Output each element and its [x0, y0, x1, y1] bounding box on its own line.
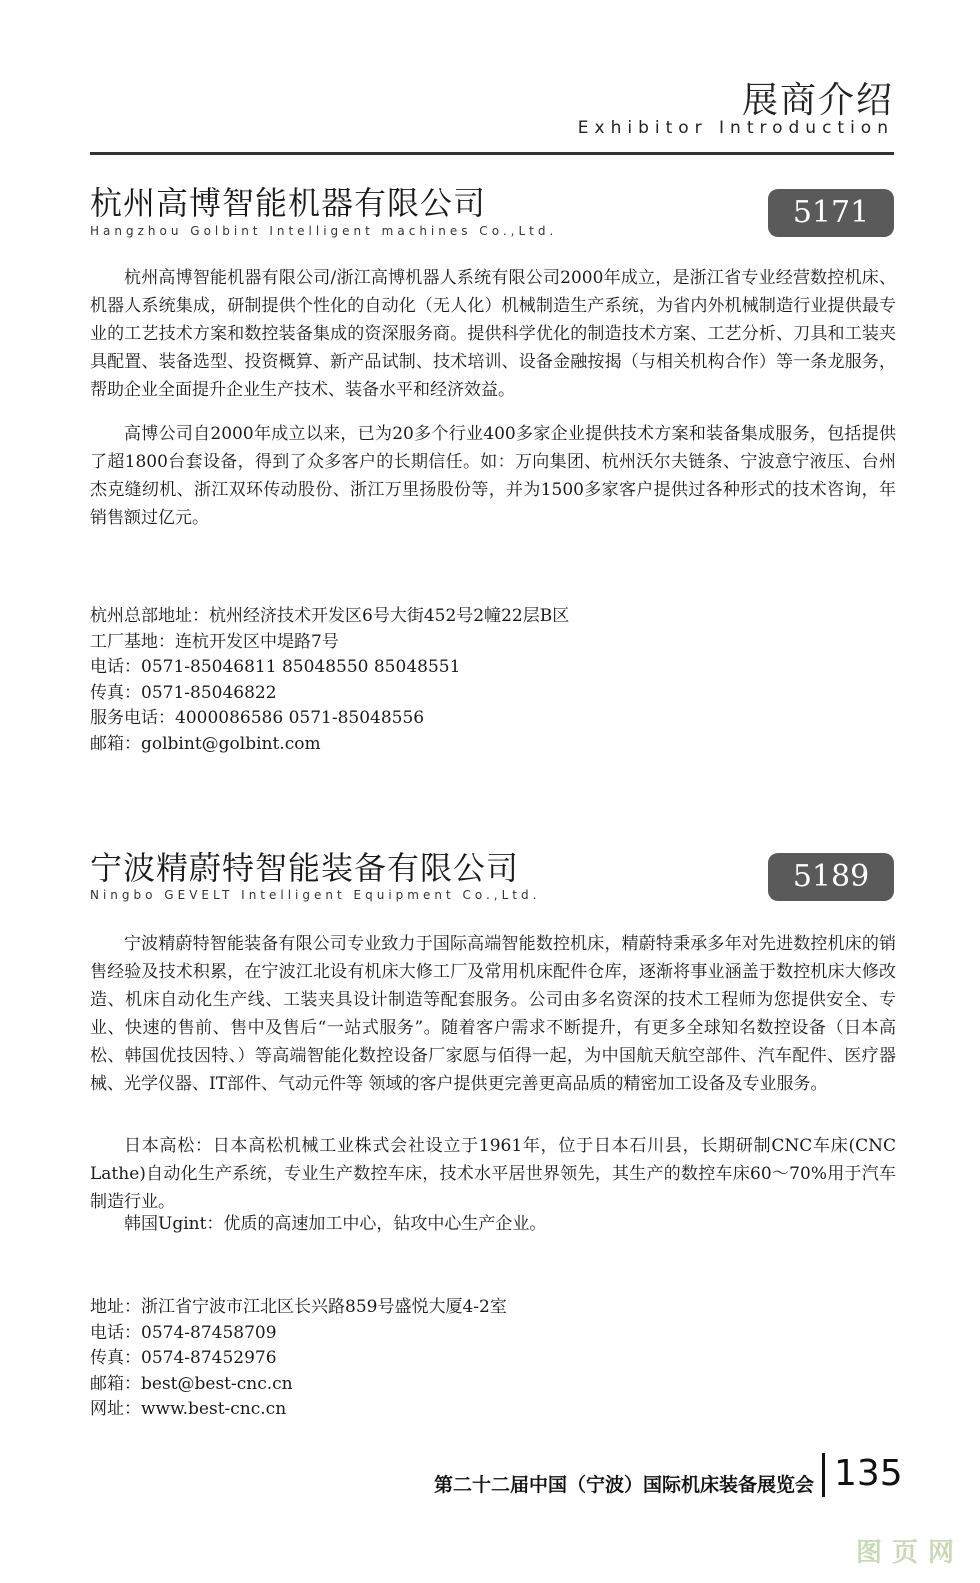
exhibition-name: 第二十二届中国（宁波）国际机床装备展览会	[433, 1474, 814, 1496]
contact-block	[90, 1295, 896, 1423]
company-description: 宁波精蔚特智能装备有限公司专业致力于国际高端智能数控机床，精蔚特秉承多年对先进数控机床的销售经验及技术积累，在宁波江北设有机床大修工厂及常用机床配件仓库，逐渐将事业涵盖于数控机床大修改造、机床自动化生产线、工装夹具设计制造等配套服务。公司由多名资深的技术工程师为您提供安全、专业、快速的售前、售中及售后“一站式服务”。随着客户需求不断提升，有更多全球知名数控设备（日本高松、韩国优技因特、）等高端智能化数控设备厂家愿与佰得一起，为中国航天航空部件、汽车配件、医疗器械、光学仪器、IT部件、气动元件等 领域的客户提供更完善更高品质的精密加工设备及专业服务。	[90, 934, 896, 1094]
company-description: 日本高松：日本高松机械工业株式会社设立于1961年，位于日本石川县，长期研制CNC车床(CNC Lathe)自动化生产系统，专业生产数控车床，技术水平居世界领先，其生产的数控车床60～70%用于汽车制造行业。	[90, 1136, 896, 1212]
header-divider	[90, 152, 894, 155]
company-description: 高博公司自2000年成立以来，已为20多个行业400多家企业提供技术方案和装备集成服务，包括提供了超1800台套设备，得到了众多客户的长期信任。如：万向集团、杭州沃尔夫链条、宁波意宁液压、台州杰克缝纫机、浙江双环传动股份、浙江万里扬股份等，并为1500多家客户提供过各种形式的技术咨询，年销售额过亿元。	[90, 424, 896, 528]
contact-address: 地址：浙江省宁波市江北区长兴路859号盛悦大厦4-2室	[90, 1297, 507, 1317]
contact-website: 网址：www.best-cnc.cn	[90, 1399, 287, 1419]
contact-fax: 传真：0574-87452976	[90, 1348, 277, 1368]
contact-address: 杭州总部地址：杭州经济技术开发区6号大街452号2幢22层B区	[90, 606, 570, 626]
page-number: 135	[834, 1453, 903, 1494]
contact-factory: 工厂基地：连杭开发区中堤路7号	[90, 631, 339, 652]
contact-service-phone: 服务电话：4000086586 0571-85048556	[90, 708, 425, 728]
contact-phone: 电话：0574-87458709	[90, 1322, 277, 1343]
contact-email: 邮箱：golbint@golbint.com	[90, 733, 321, 754]
company-description: 韩国Ugint：优质的高速加工中心，钻攻中心生产企业。	[124, 1214, 547, 1234]
header-subtitle: Exhibitor Introduction	[577, 118, 894, 138]
booth-number-badge: 5171	[768, 189, 894, 237]
company-name: 宁波精蔚特智能装备有限公司	[90, 849, 520, 887]
contact-email: 邮箱：best@best-cnc.cn	[90, 1373, 293, 1394]
company-description: 杭州高博智能机器有限公司/浙江高博机器人系统有限公司2000年成立，是浙江省专业经营数控机床、机器人系统集成，研制提供个性化的自动化（无人化）机械制造生产系统，为省内外机械制造行业提供最专业的工艺技术方案和数控装备集成的资深服务商。提供科学优化的制造技术方案、工艺分析、刀具和工装夹具配置、装备选型、投资概算、新产品试制、技术培训、设备金融按揭（与相关机构合作）等一条龙服务，帮助企业全面提升企业生产技术、装备水平和经济效益。	[90, 268, 896, 400]
footer-divider	[822, 1453, 825, 1497]
header-title: 展商介绍	[741, 80, 894, 121]
contact-fax: 传真：0571-85046822	[90, 682, 277, 703]
watermark-logo: 图页网	[855, 1538, 964, 1568]
contact-block	[90, 604, 896, 757]
contact-phone: 电话：0571-85046811 85048550 85048551	[90, 657, 461, 677]
booth-number-badge: 5189	[768, 853, 894, 901]
company-name-en: Ningbo GEVELT Intelligent Equipment Co.,Ltd.	[90, 888, 541, 902]
company-name-en: Hangzhou Golbint Intelligent machines Co.,Ltd.	[90, 224, 558, 238]
company-name: 杭州高博智能机器有限公司	[90, 184, 487, 222]
